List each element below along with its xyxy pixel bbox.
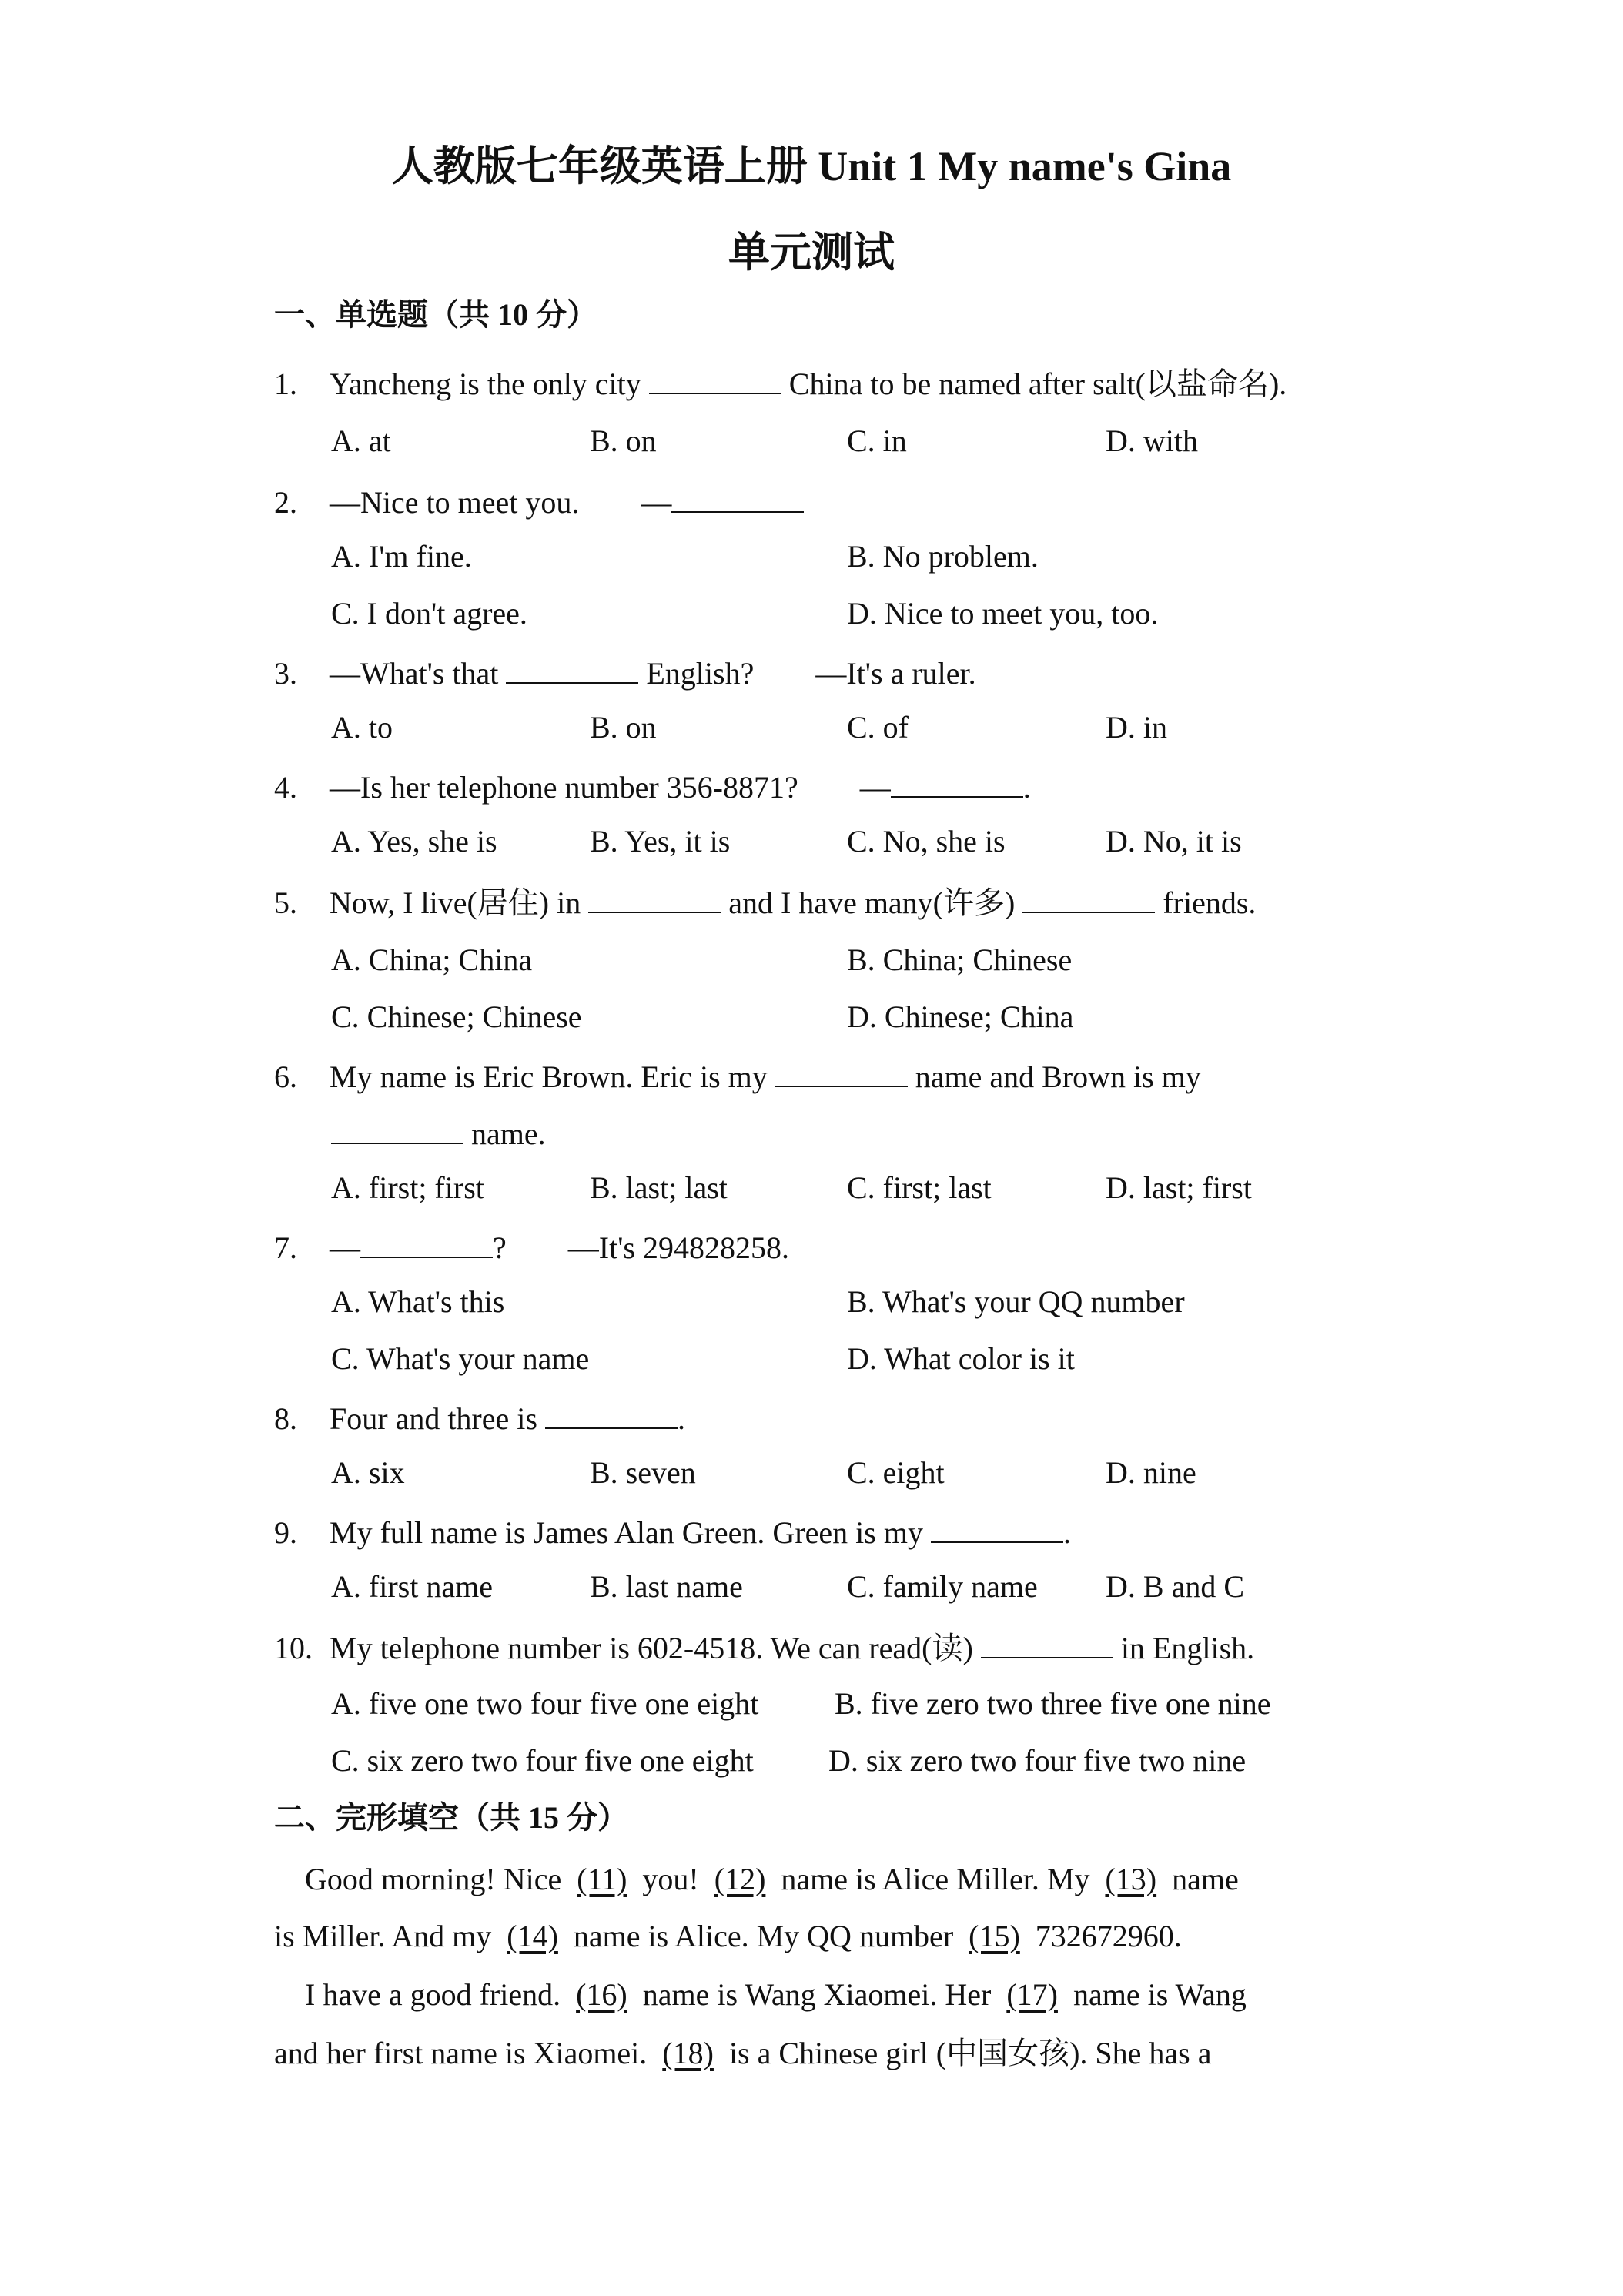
cloze-text: is Miller. And my [274,1919,500,1953]
question-text: . [1062,1515,1071,1550]
cloze-blank-12: (12) [714,1862,766,1896]
question-10 [274,1626,1254,1668]
question-text: English? —It's a ruler. [638,656,976,691]
answer-blank [360,1226,493,1258]
question-text: name. [463,1116,546,1151]
option-c: C. Chinese; Chinese [331,999,582,1034]
option-c: C. family name [847,1569,1038,1604]
cloze-text: 732672960. [1027,1919,1182,1953]
option-c: C. in [847,423,907,458]
cloze-text: name is Alice. My QQ number [565,1919,962,1953]
question-4 [274,765,1031,807]
option-d: D. last; first [1106,1170,1252,1205]
cloze-text: name is Alice Miller. My [773,1862,1098,1896]
answer-blank [981,1626,1113,1658]
answer-blank [775,1055,908,1087]
question-number: 10. [274,1631,313,1665]
answer-blank [545,1397,678,1429]
question-number: 6. [274,1059,297,1094]
cloze-blank-16: (16) [576,1977,627,2012]
option-a: A. Yes, she is [331,824,497,858]
question-text: Now, I live(居住) in [330,885,589,920]
option-a: A. What's this [331,1284,505,1319]
option-a: A. I'm fine. [331,539,472,574]
option-d: D. with [1106,423,1198,458]
option-c: C. No, she is [847,824,1006,858]
question-text: — [330,1230,360,1265]
cloze-blank-13: (13) [1105,1862,1157,1896]
question-number: 2. [274,485,297,520]
option-b: B. last; last [590,1170,728,1205]
option-a: A. six [331,1455,405,1490]
section-heading-single-choice: 一、单选题（共 10 分） [274,297,597,332]
question-1 [274,362,1287,403]
question-text: My full name is James Alan Green. Green is my [330,1515,931,1550]
question-text: China to be named after salt(以盐命名). [781,366,1287,401]
option-d: D. Chinese; China [847,999,1074,1034]
option-c: C. of [847,710,909,745]
question-text: in English. [1113,1631,1255,1665]
option-c: C. eight [847,1455,945,1490]
option-a: A. five one two four five one eight [331,1686,759,1721]
cloze-paragraph-1-line-1 [305,1860,1398,1899]
answer-blank [649,362,781,394]
question-text: . [677,1401,685,1436]
cloze-text: name is Wang [1065,1977,1247,2012]
question-number: 4. [274,770,297,805]
question-text: My telephone number is 602-4518. We can read(读) [330,1631,981,1665]
cloze-blank-17: (17) [1006,1977,1058,2012]
question-number: 3. [274,656,297,691]
cloze-text: and her first name is Xiaomei. [274,2036,655,2070]
option-c: C. first; last [847,1170,992,1205]
question-2 [274,480,804,522]
answer-blank [671,480,804,513]
cloze-text: I have a good friend. [305,1977,569,2012]
question-8 [274,1397,685,1438]
answer-blank [931,1511,1063,1543]
option-d: D. nine [1106,1455,1196,1490]
option-c: C. six zero two four five one eight [331,1743,754,1778]
question-text: Yancheng is the only city [330,366,649,401]
question-text: —Is her telephone number 356-8871? — [330,770,891,805]
question-3 [274,651,976,693]
option-d: D. in [1106,710,1167,745]
question-number: 1. [274,366,297,401]
question-number: 8. [274,1401,297,1436]
answer-blank [891,765,1023,798]
question-6 [274,1055,1201,1096]
cloze-paragraph-2-line-2 [274,2034,1367,2073]
option-c: C. What's your name [331,1341,590,1376]
option-c: C. I don't agree. [331,596,527,631]
answer-blank [331,1112,463,1144]
answer-blank [588,881,721,913]
cloze-text: name is Wang Xiaomei. Her [634,1977,999,2012]
question-text: . [1022,770,1031,805]
option-b: B. Yes, it is [590,824,731,858]
question-number: 9. [274,1515,297,1550]
cloze-paragraph-1-line-2 [274,1917,1367,1956]
question-text: —What's that [330,656,507,691]
answer-blank [506,651,638,684]
option-a: A. at [331,423,391,458]
option-d: D. What color is it [847,1341,1075,1376]
question-text: friends. [1155,885,1257,920]
option-d: D. B and C [1106,1569,1244,1604]
option-d: D. No, it is [1106,824,1242,858]
question-text: ? —It's 294828258. [493,1230,789,1265]
option-b: B. No problem. [847,539,1039,574]
question-text: Four and three is [330,1401,545,1436]
option-b: B. last name [590,1569,743,1604]
question-number: 5. [274,885,297,920]
answer-blank [1022,881,1155,913]
question-text: My name is Eric Brown. Eric is my [330,1059,775,1094]
cloze-blank-14: (14) [507,1919,558,1953]
cloze-blank-11: (11) [577,1862,627,1896]
question-text: and I have many(许多) [721,885,1023,920]
cloze-text: you! [634,1862,707,1896]
option-b: B. seven [590,1455,696,1490]
option-a: A. first; first [331,1170,484,1205]
option-a: A. first name [331,1569,493,1604]
option-b: B. What's your QQ number [847,1284,1185,1319]
cloze-text: Good morning! Nice [305,1862,570,1896]
page-subtitle: 单元测试 [728,229,895,276]
option-b: B. China; Chinese [847,942,1073,977]
option-d: D. Nice to meet you, too. [847,596,1159,631]
option-b: B. on [590,423,657,458]
page-title: 人教版七年级英语上册 Unit 1 My name's Gina [391,143,1232,189]
cloze-text: name [1164,1862,1239,1896]
cloze-text: is a Chinese girl (中国女孩). She has a [721,2036,1212,2070]
option-b: B. five zero two three five one nine [835,1686,1271,1721]
option-a: A. China; China [331,942,533,977]
question-number: 7. [274,1230,297,1265]
option-a: A. to [331,710,393,745]
option-b: B. on [590,710,657,745]
question-5 [274,881,1256,922]
question-9 [274,1511,1071,1552]
cloze-blank-15: (15) [969,1919,1020,1953]
cloze-blank-18: (18) [662,2036,714,2070]
question-6-continuation [331,1112,546,1153]
cloze-paragraph-2-line-1 [305,1976,1398,2014]
section-heading-cloze: 二、完形填空（共 15 分） [274,1800,628,1835]
question-text: name and Brown is my [907,1059,1201,1094]
option-d: D. six zero two four five two nine [828,1743,1247,1778]
question-text: —Nice to meet you. — [330,485,672,520]
question-7 [274,1226,789,1267]
